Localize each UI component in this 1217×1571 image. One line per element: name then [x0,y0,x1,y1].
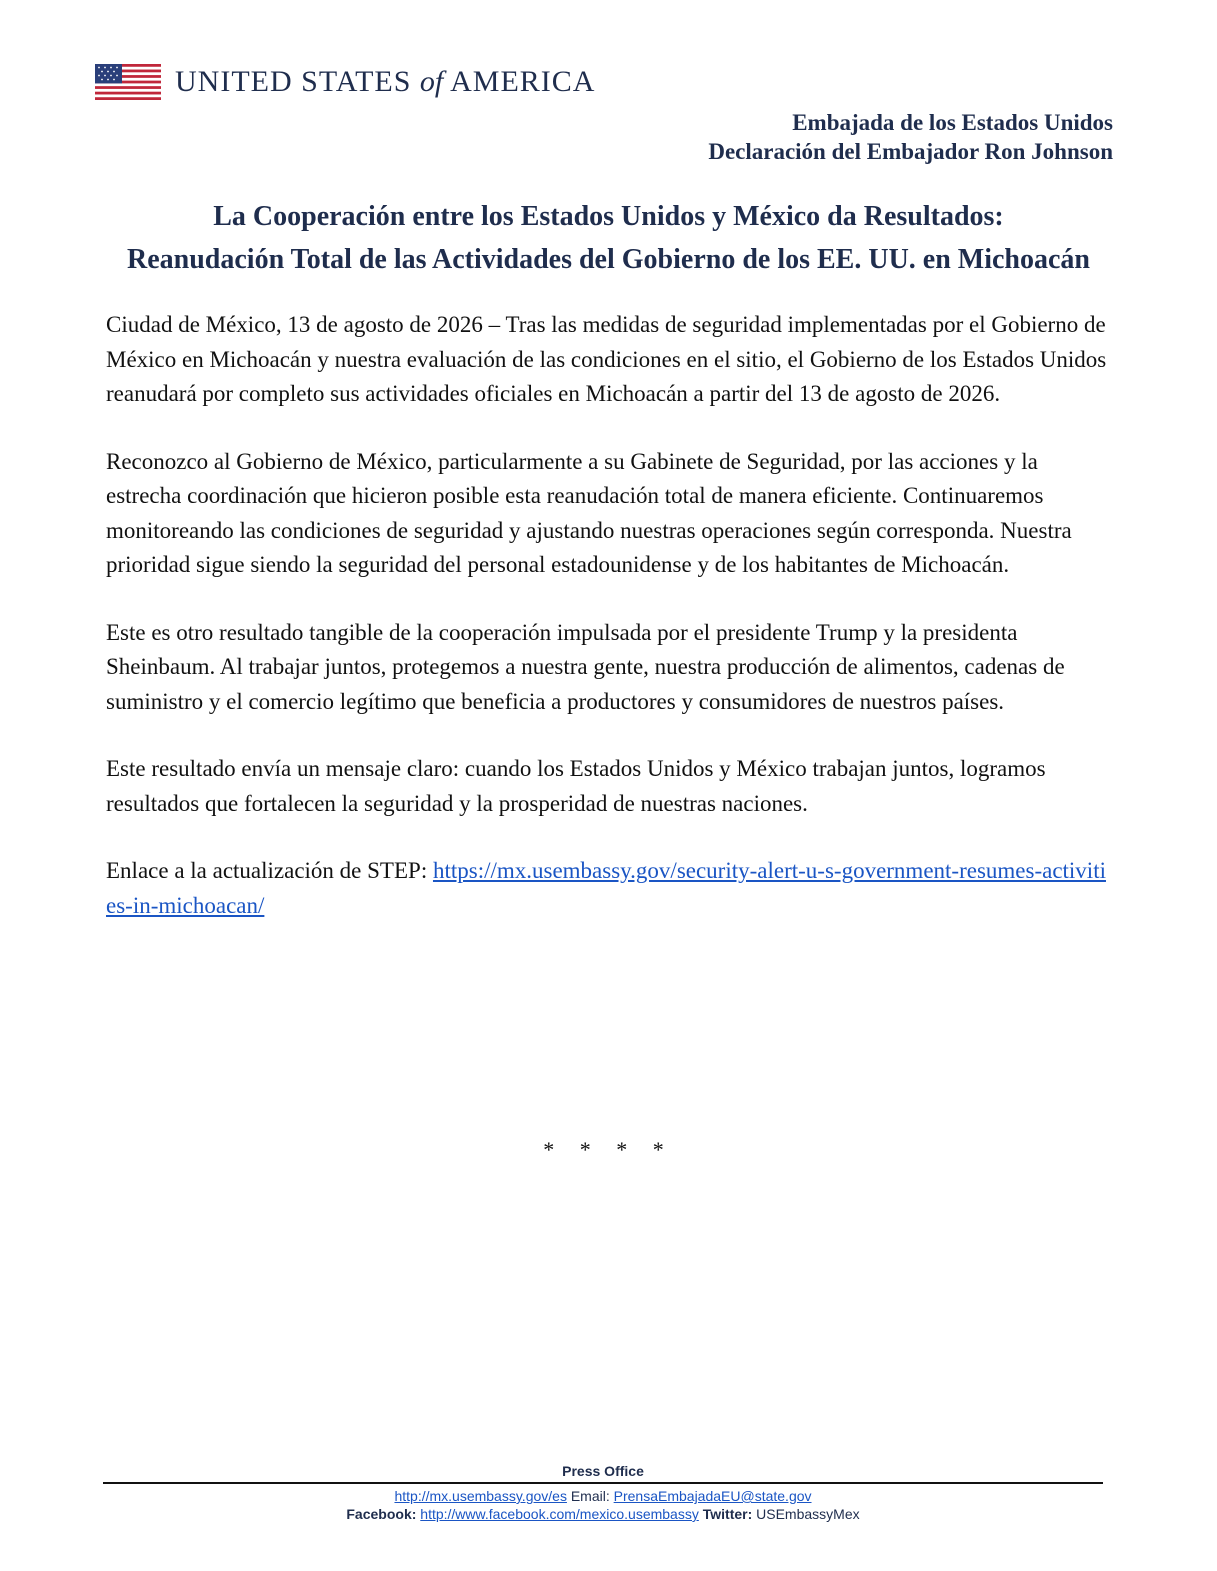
title-line-1: La Cooperación entre los Estados Unidos y México da Resultados: [213,201,1004,232]
footer-social-line [103,1505,1103,1523]
paragraph-1: Ciudad de México, 13 de agosto de 2026 – Tras las medidas de seguridad implementadas por el Gobierno de México en Michoacán y nuestra evaluación de las condiciones en el sitio, el Gobierno de los Estados Unidos reanudará por completo sus actividades oficiales en Michoacán a partir del 13 de agosto de 2026. [106,312,1107,406]
facebook-label: Facebook: [346,1506,417,1522]
footer-contact-line [103,1487,1103,1505]
facebook-link[interactable]: http://www.facebook.com/mexico.usembassy [420,1506,699,1522]
document-title [60,195,1157,281]
email-link[interactable]: PrensaEmbajadaEU@state.gov [613,1488,812,1504]
country-suffix: AMERICA [443,65,596,98]
issuer-block [708,108,1113,166]
email-label: Email: [566,1488,614,1504]
paragraph-4: Este resultado envía un mensaje claro: cuando los Estados Unidos y México trabajan juntos, logramos resultados que fortalecen la seguridad y la prosperidad de nuestras naciones. [106,756,1046,816]
press-office-label: Press Office [562,1463,644,1479]
step-link[interactable]: https://mx.usembassy.gov/security-alert-u-s-government-resumes-activities-in-michoacan/ [106,858,1106,918]
website-link[interactable]: http://mx.usembassy.gov/es [394,1488,567,1504]
issuer-embassy: Embajada de los Estados Unidos [792,110,1113,135]
footer [103,1462,1103,1523]
country-prefix: UNITED STATES [175,65,420,98]
section-separator: * * * * [543,1137,674,1162]
paragraph-3: Este es otro resultado tangible de la cooperación impulsada por el presidente Trump y la presidenta Sheinbaum. Al trabajar juntos, protegemos a nuestra gente, nuestra producción de alimentos, cadenas de suministro y el comercio legítimo que beneficia a productores y consumidores de nuestros países. [106,619,1065,714]
step-label: Enlace a la actualización de STEP: [106,858,433,883]
step-paragraph [106,854,1112,923]
title-line-2: Reanudación Total de las Actividades del Gobierno de los EE. UU. en Michoacán [127,244,1090,275]
country-of: of [419,65,444,98]
twitter-handle: USEmbassyMex [756,1506,860,1522]
issuer-statement: Declaración del Embajador Ron Johnson [708,139,1113,164]
letterhead [95,62,595,102]
letterhead-country-name [175,65,595,99]
paragraph-2: Reconozco al Gobierno de México, particularmente a su Gabinete de Seguridad, por las acciones y la estrecha coordinación que hicieron posible esta reanudación total de manera eficiente. Continuaremos monitoreando las condiciones de seguridad y ajustando nuestras operaciones según corresponda. Nuestra prioridad sigue siendo la seguridad del personal estadounidense y de los habitantes de Michoacán. [106,448,1072,577]
footer-divider [103,1482,1103,1484]
twitter-label: Twitter: [702,1506,753,1522]
us-flag-icon [95,64,161,100]
document-body [106,308,1112,956]
